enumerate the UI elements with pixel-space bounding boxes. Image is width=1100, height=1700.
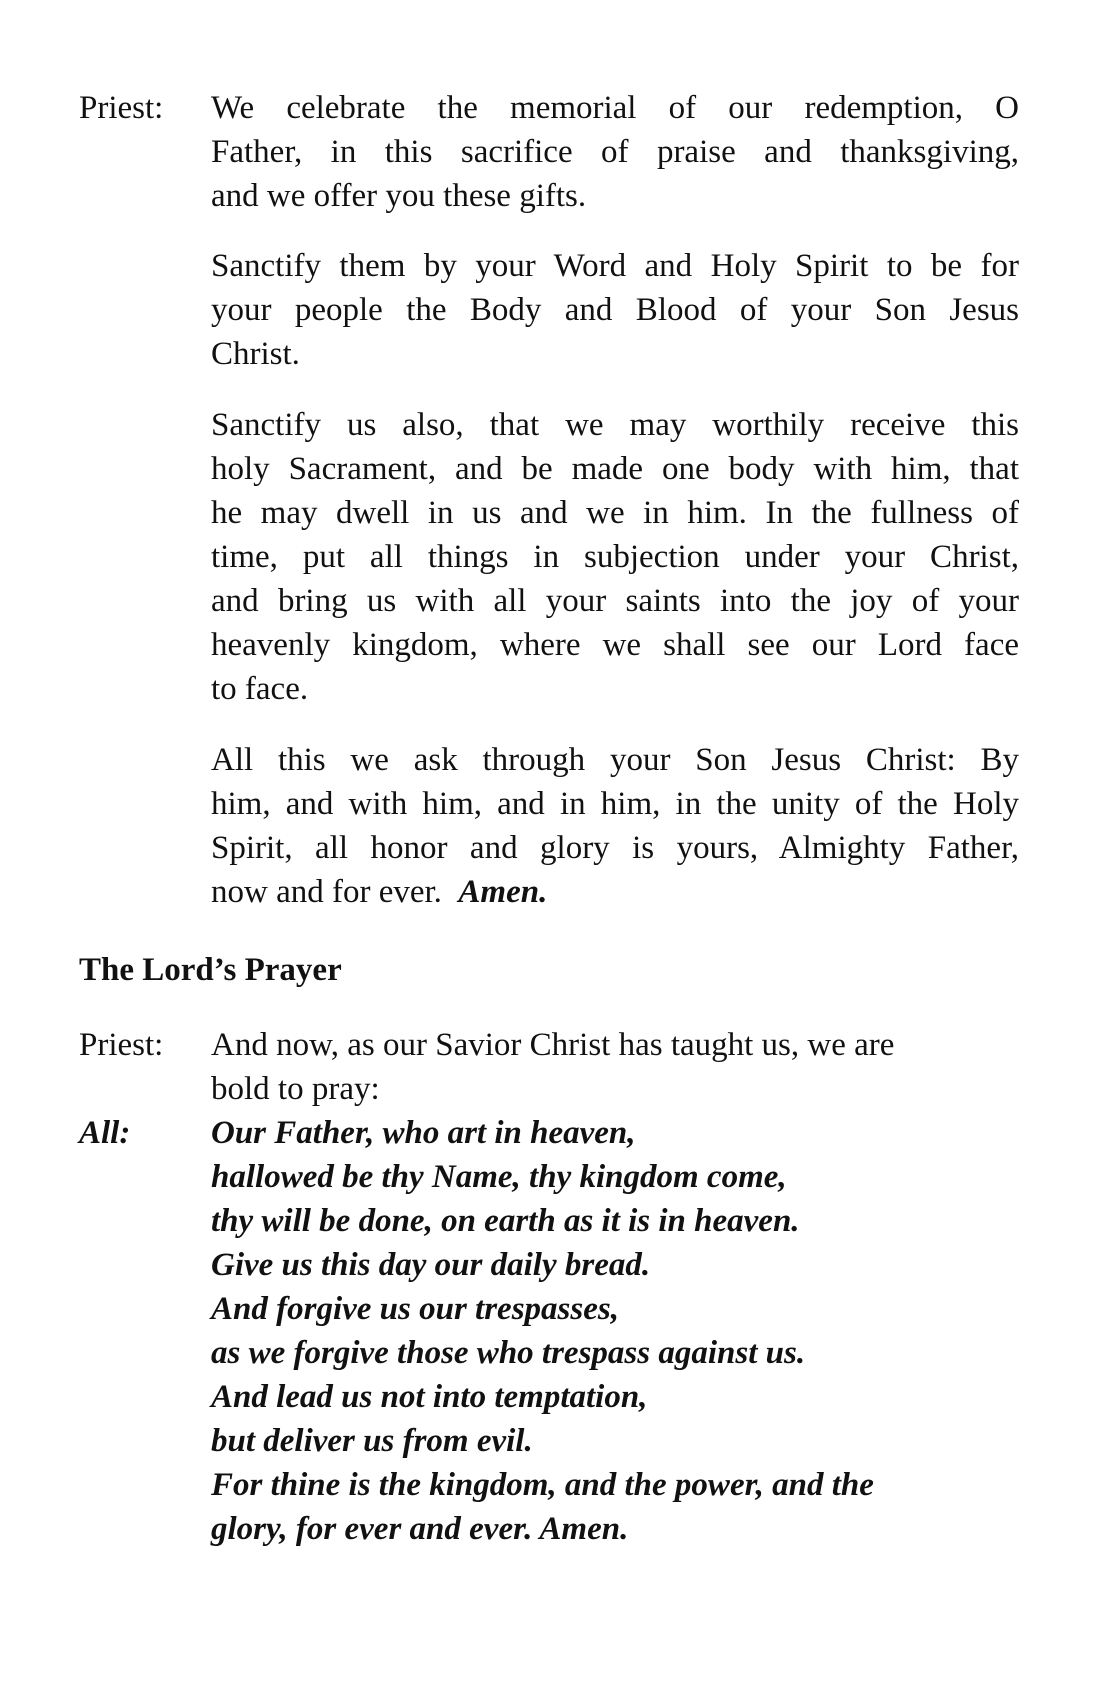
text-line: to face. [211, 671, 309, 707]
text-line: Father, in this sacrifice of praise and thanksgiving, [211, 134, 1019, 170]
text-line: Sanctify us also, that we may worthily receive this [211, 407, 1019, 443]
text-segment: now and for ever. [211, 874, 442, 910]
text-line: thy will be done, on earth as it is in heaven. [211, 1203, 800, 1239]
text-line: And lead us not into temptation, [211, 1379, 648, 1415]
text-line: but deliver us from evil. [211, 1423, 533, 1459]
text-line: hallowed be thy Name, thy kingdom come, [211, 1159, 787, 1195]
paragraph-2 [211, 244, 1019, 376]
paragraph-4 [211, 738, 1019, 914]
section-heading: The Lord’s Prayer [79, 952, 342, 988]
text-line: as we forgive those who trespass against us. [211, 1335, 806, 1371]
text-line: him, and with him, and in him, in the unity of the Holy [211, 786, 1019, 822]
text-line: bold to pray: [211, 1071, 380, 1107]
text-line: and we offer you these gifts. [211, 178, 587, 214]
paragraph-3 [211, 403, 1019, 711]
text-line: Spirit, all honor and glory is yours, Almighty Father, [211, 830, 1019, 866]
text-line: and bring us with all your saints into the joy of your [211, 583, 1019, 619]
text-line: We celebrate the memorial of our redemption, O [211, 90, 1019, 126]
text-line: Christ. [211, 336, 300, 372]
speaker-label: Priest: [79, 1027, 164, 1063]
text-line: glory, for ever and ever. Amen. [211, 1511, 629, 1547]
text-line-final [211, 870, 1019, 914]
text-line: Sanctify them by your Word and Holy Spirit to be for [211, 248, 1019, 284]
text-line: he may dwell in us and we in him. In the fullness of [211, 495, 1019, 531]
text-line: Give us this day our daily bread. [211, 1247, 651, 1283]
text-line: your people the Body and Blood of your Son Jesus [211, 292, 1019, 328]
paragraph-1 [211, 86, 1019, 218]
text-line: holy Sacrament, and be made one body with him, that [211, 451, 1019, 487]
text-line: All this we ask through your Son Jesus Christ: By [211, 742, 1019, 778]
lords-prayer-text [211, 1111, 1019, 1551]
invitation-text [211, 1023, 1019, 1111]
text-line: For thine is the kingdom, and the power, and the [211, 1467, 874, 1503]
amen-response: Amen. [458, 874, 548, 910]
text-line: heavenly kingdom, where we shall see our Lord face [211, 627, 1019, 663]
text-line: And now, as our Savior Christ has taught us, we are [211, 1027, 895, 1063]
text-line: time, put all things in subjection under your Christ, [211, 539, 1019, 575]
text-line: And forgive us our trespasses, [211, 1291, 619, 1327]
text-line: Our Father, who art in heaven, [211, 1115, 636, 1151]
speaker-label: All: [79, 1115, 131, 1151]
speaker-label: Priest: [79, 90, 164, 126]
